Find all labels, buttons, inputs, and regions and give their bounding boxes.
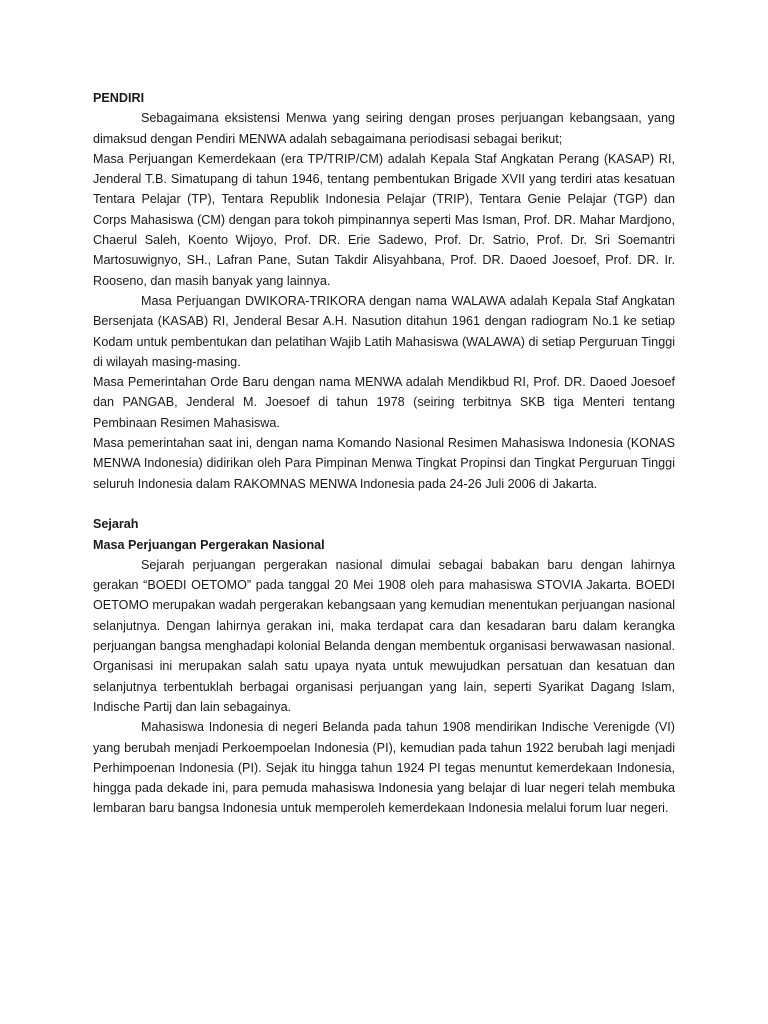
section-heading-pendiri: PENDIRI <box>93 91 145 105</box>
section-spacer <box>93 494 675 514</box>
pendiri-paragraph-1: Sebagaimana eksistensi Menwa yang seiring dengan proses perjuangan kebangsaan, yang dimaksud dengan Pendiri MENWA adalah sebagaimana periodisasi sebagai berikut; <box>93 111 675 146</box>
pendiri-paragraph-3: Masa Perjuangan DWIKORA-TRIKORA dengan nama WALAWA adalah Kepala Staf Angkatan Bersenjata (KASAB) RI, Jenderal Besar A.H. Nasution ditahun 1961 dengan radiogram No.1 ke setiap Kodam untuk pembentukan dan pelatihan Wajib Latih Mahasiswa (WALAWA) di setiap Perguruan Tinggi di wilayah masing-masing. <box>93 293 675 369</box>
subsection-heading: Masa Perjuangan Pergerakan Nasional <box>93 537 325 552</box>
pendiri-paragraph-2: Masa Perjuangan Kemerdekaan (era TP/TRIP/CM) adalah Kepala Staf Angkatan Perang (KASAP) RI, Jenderal T.B. Simatupang di tahun 1946, tentang pembentukan Brigade XVII yang terdiri atas kesatuan Tentara Pelajar (TP), Tentara Republik Indonesia Pelajar (TRIP), Tentara Genie Pelajar (TGP) dan Corps Mahasiswa (CM) dengan para tokoh pimpinannya seperti Mas Isman, Prof. DR. Mahar Mardjono, Chaerul Saleh, Koento Wijoyo, Prof. DR. Erie Sadewo, Prof. Dr. Satrio, Prof. Dr. Sri Soemantri Martosuwignyo, SH., Lafran Pane, Sutan Takdir Alisyahbana, Prof. DR. Daoed Joesoef, Prof. DR. Ir. Rooseno, dan masih banyak yang lainnya. <box>93 151 675 288</box>
pendiri-paragraph-4: Masa Pemerintahan Orde Baru dengan nama MENWA adalah Mendikbud RI, Prof. DR. Daoed Joesoef dan PANGAB, Jenderal M. Joesoef di tahun 1978 (seiring terbitnya SKB tiga Menteri tentang Pembinaan Resimen Mahasiswa. <box>93 375 675 430</box>
section-heading-sejarah: Sejarah <box>93 517 139 532</box>
sejarah-paragraph-2: Mahasiswa Indonesia di negeri Belanda pada tahun 1908 mendirikan Indische Verenigde (VI) yang berubah menjadi Perkoempoelan Indonesia (PI), kemudian pada tahun 1922 berubah lagi menjadi Perhimpoenan Indonesia (PI). Sejak itu hingga tahun 1924 PI tegas menuntut kemerdekaan Indonesia, hingga pada dekade ini, para pemuda mahasiswa Indonesia yang belajar di luar negeri telah membuka lembaran baru bangsa Indonesia untuk memperoleh kemerdekaan Indonesia melalui forum luar negeri. <box>93 720 675 816</box>
pendiri-paragraph-5: Masa pemerintahan saat ini, dengan nama Komando Nasional Resimen Mahasiswa Indonesia (KONAS MENWA Indonesia) didirikan oleh Para Pimpinan Menwa Tingkat Propinsi dan Tingkat Perguruan Tinggi seluruh Indonesia dalam RAKOMNAS MENWA Indonesia pada 24-26 Juli 2006 di Jakarta. <box>93 436 675 491</box>
sejarah-paragraph-1: Sejarah perjuangan pergerakan nasional dimulai sebagai babakan baru dengan lahirnya gerakan “BOEDI OETOMO” pada tanggal 20 Mei 1908 oleh para mahasiswa STOVIA Jakarta. BOEDI OETOMO merupakan wadah pergerakan kebangsaan yang kemudian menentukan perjuangan nasional selanjutnya. Dengan lahirnya gerakan ini, maka terdapat cara dan kesadaran baru dalam kerangka perjuangan bangsa menghadapi kolonial Belanda dengan membentuk organisasi berwawasan nasional. Organisasi ini merupakan salah satu upaya nyata untuk mewujudkan persatuan dan kesatuan dan selanjutnya terbentuklah berbagai organisasi perjuangan yang lain, seperti Syarikat Dagang Islam, Indische Partij dan lain sebagainya. <box>93 557 675 714</box>
document-page <box>93 88 675 819</box>
